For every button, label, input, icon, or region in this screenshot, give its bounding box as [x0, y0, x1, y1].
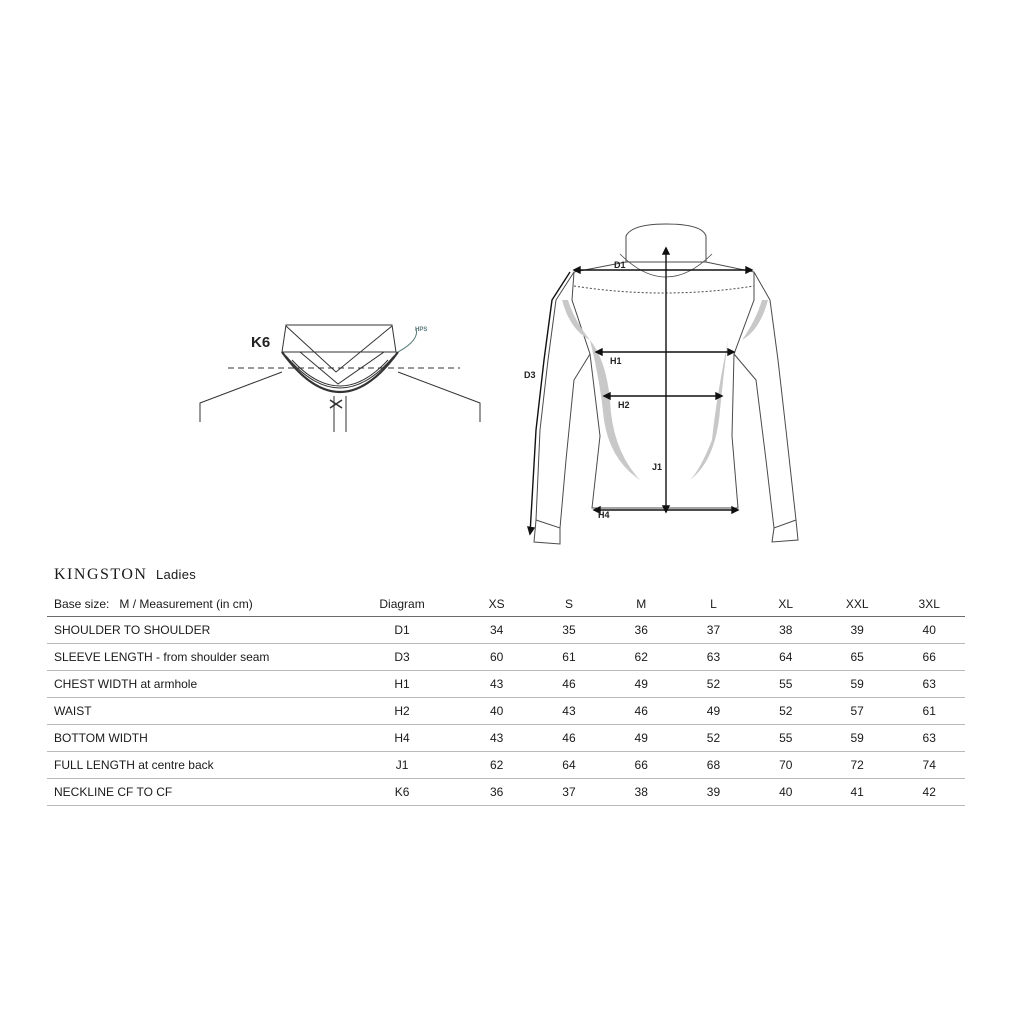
- size-header: XL: [751, 592, 821, 617]
- size-value: 66: [893, 644, 965, 671]
- measurement-name: CHEST WIDTH at armhole: [47, 671, 343, 698]
- size-value: 49: [606, 671, 676, 698]
- size-value: 37: [532, 779, 606, 806]
- size-value: 68: [676, 752, 750, 779]
- size-header: L: [676, 592, 750, 617]
- size-value: 37: [706, 623, 721, 637]
- measurement-name: BOTTOM WIDTH: [47, 725, 343, 752]
- size-header: 3XL: [893, 592, 965, 617]
- base-size-value: M / Measurement (in cm): [119, 597, 253, 611]
- size-value: 65: [821, 644, 894, 671]
- size-value: 57: [821, 698, 894, 725]
- size-value: 55: [751, 725, 821, 752]
- size-value: 61: [893, 698, 965, 725]
- collar-code-label: K6: [251, 334, 271, 351]
- product-variant: Ladies: [155, 567, 197, 582]
- size-value: 55: [751, 671, 821, 698]
- measurement-name: SLEEVE LENGTH - from shoulder seam: [47, 644, 343, 671]
- base-size-label: Base size:: [54, 597, 110, 611]
- size-value: 46: [532, 725, 606, 752]
- j1-label: J1: [652, 462, 663, 472]
- size-value: 63: [893, 725, 965, 752]
- hps-label: HPS: [415, 327, 428, 333]
- size-value: 40: [922, 623, 936, 637]
- size-value: 36: [461, 779, 531, 806]
- size-value: 40: [751, 779, 821, 806]
- base-size-header: [47, 592, 343, 617]
- size-value: 74: [893, 752, 965, 779]
- size-value: 61: [532, 644, 606, 671]
- size-value: 59: [821, 725, 894, 752]
- diagram-header: Diagram: [343, 592, 462, 617]
- product-brand: KINGSTON: [54, 566, 148, 583]
- measurement-name: NECKLINE CF TO CF: [47, 779, 343, 806]
- size-value: 49: [606, 725, 676, 752]
- diagram-code: J1: [343, 752, 462, 779]
- diagram-code: K6: [343, 779, 462, 806]
- shirt-shading: [562, 300, 768, 480]
- size-value: 40: [461, 698, 531, 725]
- table-row: [47, 779, 965, 806]
- size-header: XS: [461, 592, 531, 617]
- size-value: 43: [532, 698, 606, 725]
- size-header: S: [532, 592, 606, 617]
- size-value: 59: [821, 671, 894, 698]
- collar-diagram: [200, 325, 480, 432]
- size-value: 39: [850, 623, 864, 637]
- table-row: [47, 617, 965, 644]
- size-header: M: [606, 592, 676, 617]
- product-title: [54, 566, 196, 584]
- size-value: 36: [634, 623, 648, 637]
- table-row: [47, 644, 965, 671]
- size-value: 64: [751, 644, 821, 671]
- d1-label: D1: [614, 260, 626, 270]
- measurement-name: WAIST: [47, 698, 343, 725]
- size-value: 70: [751, 752, 821, 779]
- size-value: 60: [461, 644, 531, 671]
- size-value: 41: [821, 779, 894, 806]
- table-row: [47, 698, 965, 725]
- size-value: 62: [461, 752, 531, 779]
- measurement-name: FULL LENGTH at centre back: [47, 752, 343, 779]
- size-value: 43: [461, 725, 531, 752]
- diagram-code: H1: [343, 671, 462, 698]
- diagram-code: D3: [343, 644, 462, 671]
- table-row: [47, 671, 965, 698]
- diagram-code: D1: [394, 623, 410, 637]
- size-value: 38: [606, 779, 676, 806]
- diagram-code: H4: [343, 725, 462, 752]
- size-value: 63: [676, 644, 750, 671]
- size-value: 46: [532, 671, 606, 698]
- table-header-row: [47, 592, 965, 617]
- size-value: 64: [532, 752, 606, 779]
- size-value: 52: [676, 725, 750, 752]
- diagram-code: H2: [343, 698, 462, 725]
- size-value: 62: [606, 644, 676, 671]
- h4-label: H4: [598, 510, 610, 520]
- size-value: 46: [606, 698, 676, 725]
- size-value: 35: [562, 623, 576, 637]
- table-row: [47, 725, 965, 752]
- size-value: 39: [676, 779, 750, 806]
- measurement-name: SHOULDER TO SHOULDER: [54, 623, 211, 637]
- size-value: 42: [893, 779, 965, 806]
- size-value: 38: [779, 623, 793, 637]
- h2-label: H2: [618, 400, 630, 410]
- size-value: 66: [606, 752, 676, 779]
- size-chart-table: [47, 592, 965, 806]
- h1-label: H1: [610, 356, 622, 366]
- size-value: 49: [676, 698, 750, 725]
- size-value: 52: [676, 671, 750, 698]
- size-value: 34: [489, 623, 504, 637]
- size-value: 52: [751, 698, 821, 725]
- size-header: XXL: [821, 592, 894, 617]
- d3-label: D3: [524, 370, 536, 380]
- size-value: 43: [461, 671, 531, 698]
- size-value: 63: [893, 671, 965, 698]
- size-value: 72: [821, 752, 894, 779]
- table-row: [47, 752, 965, 779]
